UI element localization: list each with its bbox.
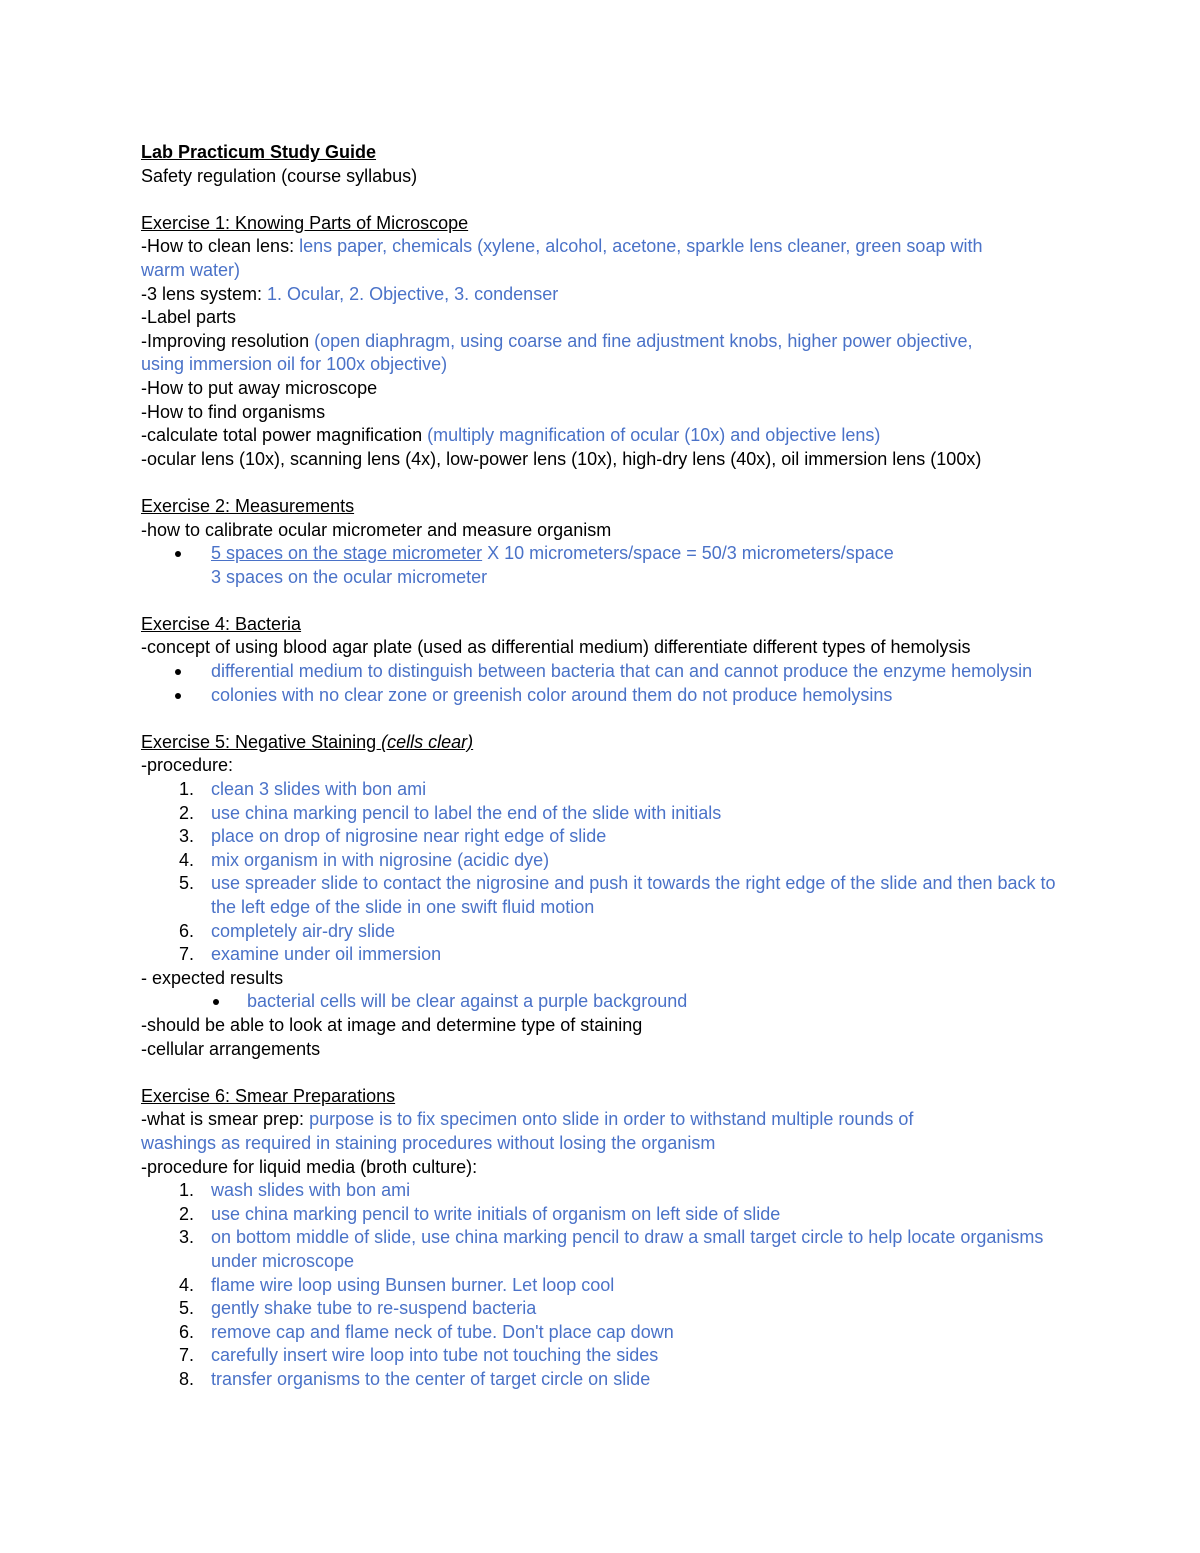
list-item-text: mix organism in with nigrosine (acidic dye) (211, 849, 550, 870)
bullet-dot (175, 693, 181, 699)
list-item-text: examine under oil immersion (211, 944, 442, 965)
list-item (141, 1344, 1071, 1368)
ex2-calc-line1: 5 spaces on the stage micrometer X 10 micrometers/space = 50/3 micrometers/space (211, 543, 894, 564)
ex1-lens-system: -3 lens system: 1. Ocular, 2. Objective, 3. condenser (141, 283, 559, 304)
list-item (141, 1179, 1071, 1203)
list-item (141, 920, 1071, 944)
list-number: 5. (178, 1298, 194, 1319)
ex4-concept: -concept of using blood agar plate (used as differential medium) differentiate different types of hemolysis (141, 637, 971, 658)
ex5-arrangements: -cellular arrangements (141, 1038, 321, 1059)
list-number: 2. (178, 1203, 194, 1224)
list-number: 3. (178, 1227, 194, 1248)
list-number: 2. (178, 802, 194, 823)
list-item-text: flame wire loop using Bunsen burner. Let loop cool (211, 1274, 615, 1295)
list-item-text: completely air-dry slide (211, 920, 396, 941)
exercise-6-heading: Exercise 6: Smear Preparations (141, 1085, 396, 1106)
list-item-text: transfer organisms to the center of target circle on slide (211, 1368, 651, 1389)
ex1-resolution: -Improving resolution (open diaphragm, using coarse and fine adjustment knobs, higher power objective, (141, 330, 973, 351)
list-item-text: use spreader slide to contact the nigrosine and push it towards the right edge of the slide and then back to the left edge of the slide in one swift fluid motion (211, 873, 1056, 917)
ex1-find-organisms: -How to find organisms (141, 401, 326, 422)
ex5-steps-list (141, 778, 1071, 967)
list-item (141, 943, 1071, 967)
ex2-calc-line2: 3 spaces on the ocular micrometer (211, 566, 488, 587)
list-number: 3. (178, 826, 194, 847)
list-item (141, 1203, 1071, 1227)
list-item (141, 802, 1071, 826)
ex1-label-parts: -Label parts (141, 307, 237, 328)
intro-line: Safety regulation (course syllabus) (141, 165, 418, 186)
ex5-procedure: -procedure: (141, 755, 234, 776)
list-item-text: use china marking pencil to write initials of organism on left side of slide (211, 1203, 781, 1224)
list-item-text: use china marking pencil to label the end of the slide with initials (211, 802, 722, 823)
ex6-steps-list (141, 1179, 1071, 1391)
list-item-text: on bottom middle of slide, use china marking pencil to draw a small target circle to help locate organisms under microscope (211, 1227, 1044, 1271)
list-number: 7. (178, 944, 194, 965)
list-item-text: carefully insert wire loop into tube not touching the sides (211, 1345, 659, 1366)
ex6-what: -what is smear prep: purpose is to fix specimen onto slide in order to withstand multiple rounds of (141, 1109, 914, 1130)
list-item-text: place on drop of nigrosine near right edge of slide (211, 826, 607, 847)
list-item-text: gently shake tube to re-suspend bacteria (211, 1298, 537, 1319)
document-title: Lab Practicum Study Guide (141, 142, 377, 162)
list-number: 6. (178, 920, 194, 941)
list-number: 8. (178, 1368, 194, 1389)
ex2-calibrate: -how to calibrate ocular micrometer and measure organism (141, 519, 612, 540)
list-item (141, 849, 1071, 873)
exercise-2-heading: Exercise 2: Measurements (141, 495, 355, 516)
ex1-put-away: -How to put away microscope (141, 377, 378, 398)
list-number: 1. (178, 1180, 194, 1201)
list-item-text: differential medium to distinguish between bacteria that can and cannot produce the enzyme hemolysin (211, 661, 1033, 682)
list-item-text: wash slides with bon ami (211, 1180, 411, 1201)
ex5-expected-item (141, 990, 1071, 1014)
document-body (141, 141, 1071, 1391)
list-number: 1. (178, 779, 194, 800)
list-item (141, 684, 1071, 708)
list-item (141, 825, 1071, 849)
list-item (141, 1274, 1071, 1298)
list-item (141, 1297, 1071, 1321)
ex5-expected: - expected results (141, 967, 284, 988)
list-number: 5. (178, 873, 194, 894)
ex1-clean-lens-cont: warm water) (141, 259, 241, 280)
list-item-text: remove cap and flame neck of tube. Don't place cap down (211, 1321, 674, 1342)
ex6-what-cont: washings as required in staining procedures without losing the organism (141, 1132, 716, 1153)
list-number: 7. (178, 1345, 194, 1366)
list-item (141, 1226, 1071, 1273)
ex1-clean-lens: -How to clean lens: lens paper, chemicals (xylene, alcohol, acetone, sparkle lens cleaner, green soap with (141, 236, 983, 257)
list-item-text: clean 3 slides with bon ami (211, 779, 427, 800)
ex2-calc-item (141, 542, 1071, 589)
list-item (141, 660, 1071, 684)
ex5-determine: -should be able to look at image and determine type of staining (141, 1014, 643, 1035)
ex1-resolution-cont: using immersion oil for 100x objective) (141, 354, 448, 375)
list-item (141, 778, 1071, 802)
exercise-4-heading: Exercise 4: Bacteria (141, 613, 302, 634)
list-item (141, 872, 1071, 919)
list-number: 6. (178, 1321, 194, 1342)
ex4-bullet-list (141, 660, 1071, 707)
list-number: 4. (178, 849, 194, 870)
ex1-lens-list: -ocular lens (10x), scanning lens (4x), low-power lens (10x), high-dry lens (40x), oil immersion lens (100x) (141, 448, 982, 469)
ex6-procedure: -procedure for liquid media (broth culture): (141, 1156, 478, 1177)
exercise-5-heading: Exercise 5: Negative Staining (cells clear) (141, 731, 474, 752)
ex1-magnification: -calculate total power magnification (multiply magnification of ocular (10x) and objective lens) (141, 425, 881, 446)
list-number: 4. (178, 1274, 194, 1295)
list-item-text: colonies with no clear zone or greenish color around them do not produce hemolysins (211, 684, 893, 705)
exercise-1-heading: Exercise 1: Knowing Parts of Microscope (141, 212, 469, 233)
list-item (141, 1321, 1071, 1345)
ex5-expected-text: bacterial cells will be clear against a purple background (247, 991, 688, 1012)
list-item (141, 1368, 1071, 1392)
